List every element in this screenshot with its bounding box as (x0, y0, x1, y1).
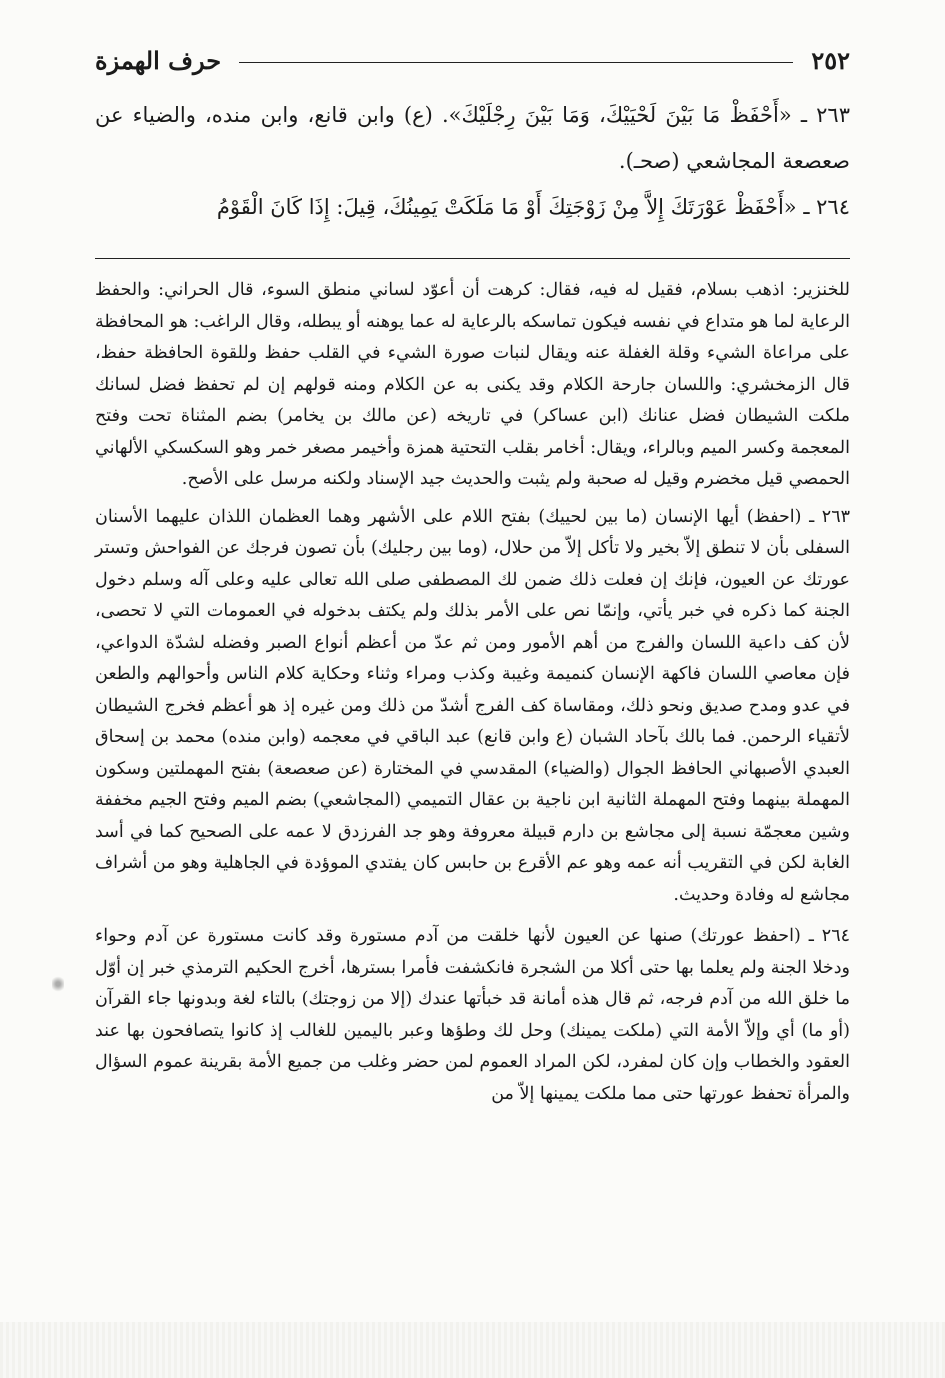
scan-speck (52, 975, 64, 993)
commentary-263: ٢٦٣ ـ (احفظ) أيها الإنسان (ما بين لحييك) بفتح اللام على الأشهر وهما العظمان اللذان عليهما الأسنان السفلى بأن لا تنطق إلاّ بخير ولا تأكل إلاّ من حلال، (وما بين رجليك) بأن تصون فرجك عن الفواحش وتستر عورتك عن العيون، فإنك إن فعلت ذلك ضمن لك المصطفى صلى الله تعالى عليه وعلى آله وسلم دخول الجنة كما ذكره في خبر يأتي، وإنمّا نص على الأمر بذلك ولم يكتف بدخوله في العمومات التي لا تحصى، لأن كف داعية اللسان والفرج من أهم الأمور ومن ثم عدّ من أعظم أنواع الصبر وفضله لشدّة الدواعي، فإن معاصي اللسان فاكهة الإنسان كنميمة وغيبة وكذب ومراء وثناء وحكاية كلام الناس وأحوالهم والطعن في عدو ومدح صديق ونحو ذلك، ومقاساة كف الفرج أشدّ من ذلك ومن غيره إذ هو أعظم فخرج الشيطان لأتقياء الرحمن. فما بالك بآحاد الشبان (ع وابن قانع) عبد الباقي في معجمه (وابن منده) محمد بن إسحاق العبدي الأصبهاني الحافظ الجوال (والضياء) المقدسي في المختارة (عن صعصعة) بفتح المهملتين وسكون المهملة بينهما وفتح المهملة الثانية ابن ناجية بن عقال التميمي (المجاشعي) بضم الميم وفتح الجيم مخففة وشين معجمّة نسبة إلى مجاشع بن دارم قبيلة معروفة وهو جد الفرزدق لا عمه على الصحيح كما في أسد الغابة لكن في التقريب أنه عمه وهو عم الأقرع بن حابس كان يفتدي الموؤدة في الجاهلية وهو من أشراف مجاشع له وفادة وحديث. (95, 506, 850, 905)
commentary (95, 275, 850, 1110)
chapter-title: حرف الهمزة (95, 45, 222, 75)
hadith-264: ٢٦٤ ـ «أَحْفَظْ عَوْرَتَكَ إِلاَّ مِنْ زَوْجَتِكَ أَوْ مَا مَلَكَتْ يَمِينُكَ، قِيلَ: إِذَا كَانَ الْقَوْمُ (216, 195, 850, 219)
scan-edge (0, 1322, 945, 1378)
page-header (95, 40, 850, 80)
page-number: ٢٥٢ (811, 45, 850, 75)
header-rule (239, 62, 793, 63)
hadith-263: ٢٦٣ ـ «أَحْفَظْ مَا بَيْنَ لَحْيَيْكَ، وَمَا بَيْنَ رِجْلَيْكَ». (ع) وابن قانع، وابن منده، والضياء عن صعصعة المجاشعي (صحـ). (95, 103, 850, 173)
commentary-264: ٢٦٤ ـ (احفظ عورتك) صنها عن العيون لأنها خلقت من آدم مستورة وقد كانت مستورة عن آدم وحواء ودخلا الجنة ولم يعلما بها حتى أكلا من الشجرة فانكشفت فأمرا بسترها، أخرج الحكيم الترمذي خبر إن أوّل ما خلق الله من آدم فرجه، ثم قال هذه أمانة قد خبأتها عندك (إلا من زوجتك) بالتاء لغة وبدونها جاء القرآن (أو ما) أي وإلاّ الأمة التي (ملكت يمينك) وحل لك وطؤها وعبر باليمين للغالب إذ كانوا يتصافحون بها عند العقود والخطاب وإن كان لمفرد، لكن المراد العموم لمن حضر وغلب من جميع الأمة بقرينة عموم السؤال والمرأة تحفظ عورتها حتى مما ملكت يمينها إلاّ من (95, 926, 850, 1104)
footnote-separator (95, 258, 850, 259)
hadith-text (95, 92, 850, 230)
commentary-continuation: للخنزير: اذهب بسلام، فقيل له فيه، فقال: كرهت أن أعوّد لساني منطق السوء، قال الحراني: والحفظ الرعاية لما هو متداع في نفسه فيكون تماسكه بالرعاية له عما يوهنه أو يبطله، وقال الراغب: هو المحافظة على مراعاة الشيء وقلة الغفلة عنه ويقال لنبات صورة الشيء في القلب حفظ وللقوة الحافظة حفظ، قال الزمخشري: واللسان جارحة الكلام وقد يكنى به عن الكلام ومنه قولهم إن لم تحفظ فضل لسانك ملكت الشيطان فضل عنانك (ابن عساكر) في تاريخه (عن مالك بن يخامر) بضم المثناة تحت وفتح المعجمة وكسر الميم وبالراء، ويقال: أخامر بقلب التحتية همزة وأخيمر مصغر خمر وهو السكسكي الألهاني الحمصي قيل مخضرم وقيل له صحبة ولم يثبت والحديث جيد الإسناد ولكنه مرسل على الأصح. (95, 280, 850, 489)
